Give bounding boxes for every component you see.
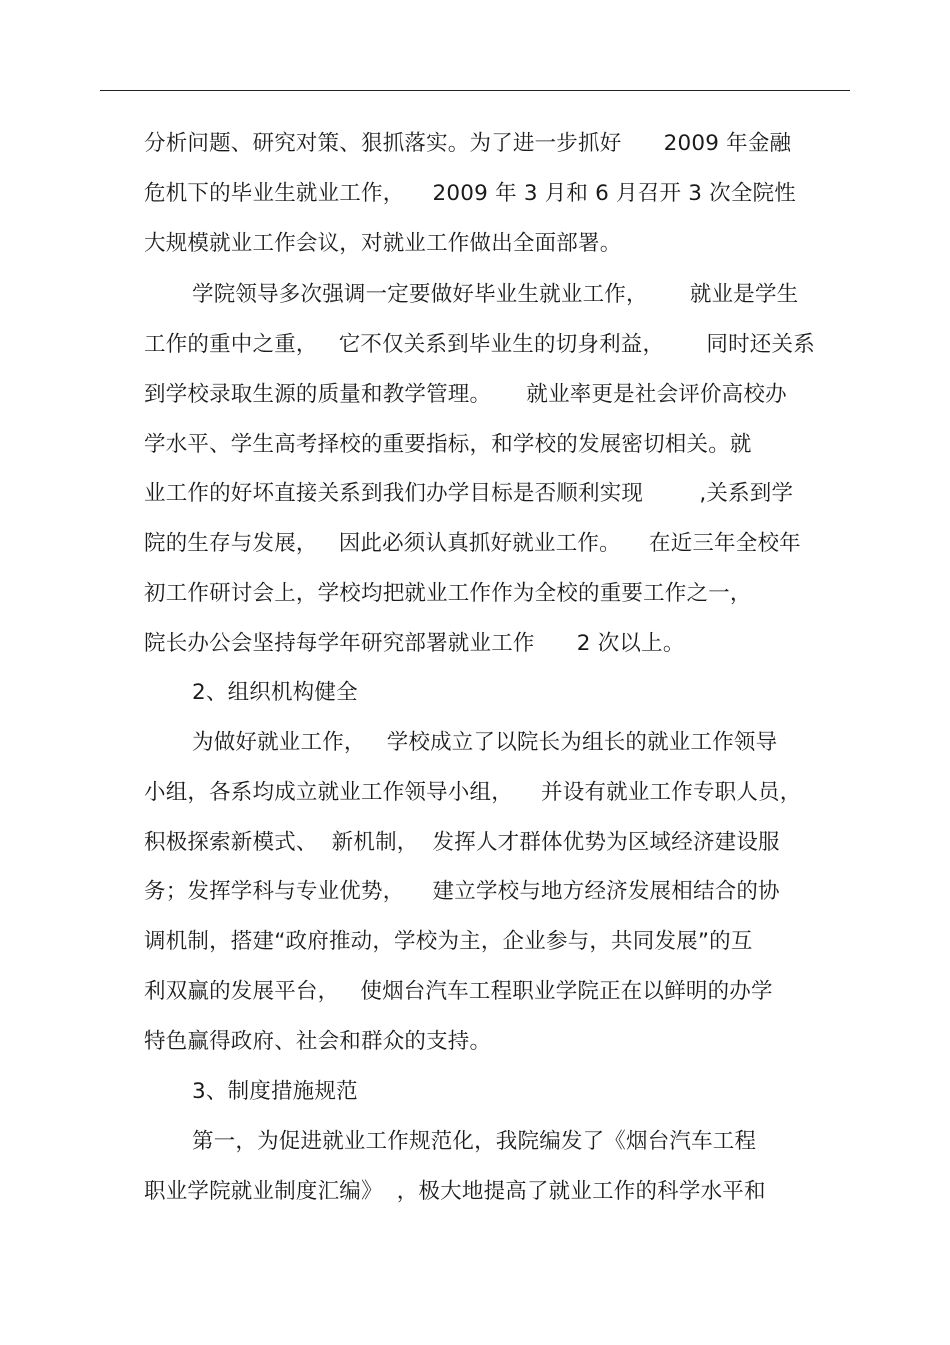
paragraph-first-line: 学院领导多次强调一定要做好毕业生就业工作， 就业是学生 [192, 282, 799, 307]
text-line: 到学校录取生源的质量和教学管理。 就业率更是社会评价高校办 [144, 382, 787, 407]
text-line: 务；发挥学科与专业优势， 建立学校与地方经济发展相结合的协 [144, 879, 780, 904]
text-line: 积极探索新模式、 新机制， 发挥人才群体优势为区域经济建设服 [144, 830, 780, 855]
text-line: 小组，各系均成立就业工作领导小组， 并设有就业工作专职人员， [144, 780, 802, 805]
paragraph-first-line: 为做好就业工作， 学校成立了以院长为组长的就业工作领导 [192, 730, 778, 755]
text-line: 调机制，搭建“政府推动，学校为主，企业参与，共同发展”的互 [144, 929, 753, 954]
text-line: 分析问题、研究对策、狠抓落实。为了进一步抓好 2009 年金融 [144, 131, 792, 156]
header-rule [100, 90, 850, 91]
section-heading: 2、组织机构健全 [192, 680, 358, 705]
text-line: 大规模就业工作会议，对就业工作做出全面部署。 [144, 231, 622, 256]
text-line: 职业学院就业制度汇编》 ，极大地提高了就业工作的科学水平和 [144, 1179, 766, 1204]
section-heading: 3、制度措施规范 [192, 1079, 358, 1104]
paragraph-first-line: 第一，为促进就业工作规范化，我院编发了《烟台汽车工程 [192, 1129, 757, 1154]
text-line: 特色赢得政府、社会和群众的支持。 [144, 1029, 492, 1054]
text-line: 院的生存与发展， 因此必须认真抓好就业工作。 在近三年全校年 [144, 531, 801, 556]
text-line: 学水平、学生高考择校的重要指标，和学校的发展密切相关。就 [144, 432, 752, 457]
text-line: 危机下的毕业生就业工作， 2009 年 3 月和 6 月召开 3 次全院性 [144, 181, 796, 206]
text-line: 业工作的好坏直接关系到我们办学目标是否顺利实现 ,关系到学 [144, 481, 794, 506]
text-line: 利双赢的发展平台， 使烟台汽车工程职业学院正在以鲜明的办学 [144, 979, 773, 1004]
text-line: 工作的重中之重， 它不仅关系到毕业生的切身利益， 同时还关系 [144, 332, 815, 357]
text-line: 初工作研讨会上，学校均把就业工作作为全校的重要工作之一， [144, 581, 752, 606]
text-line: 院长办公会坚持每学年研究部署就业工作 2 次以上。 [144, 631, 685, 656]
